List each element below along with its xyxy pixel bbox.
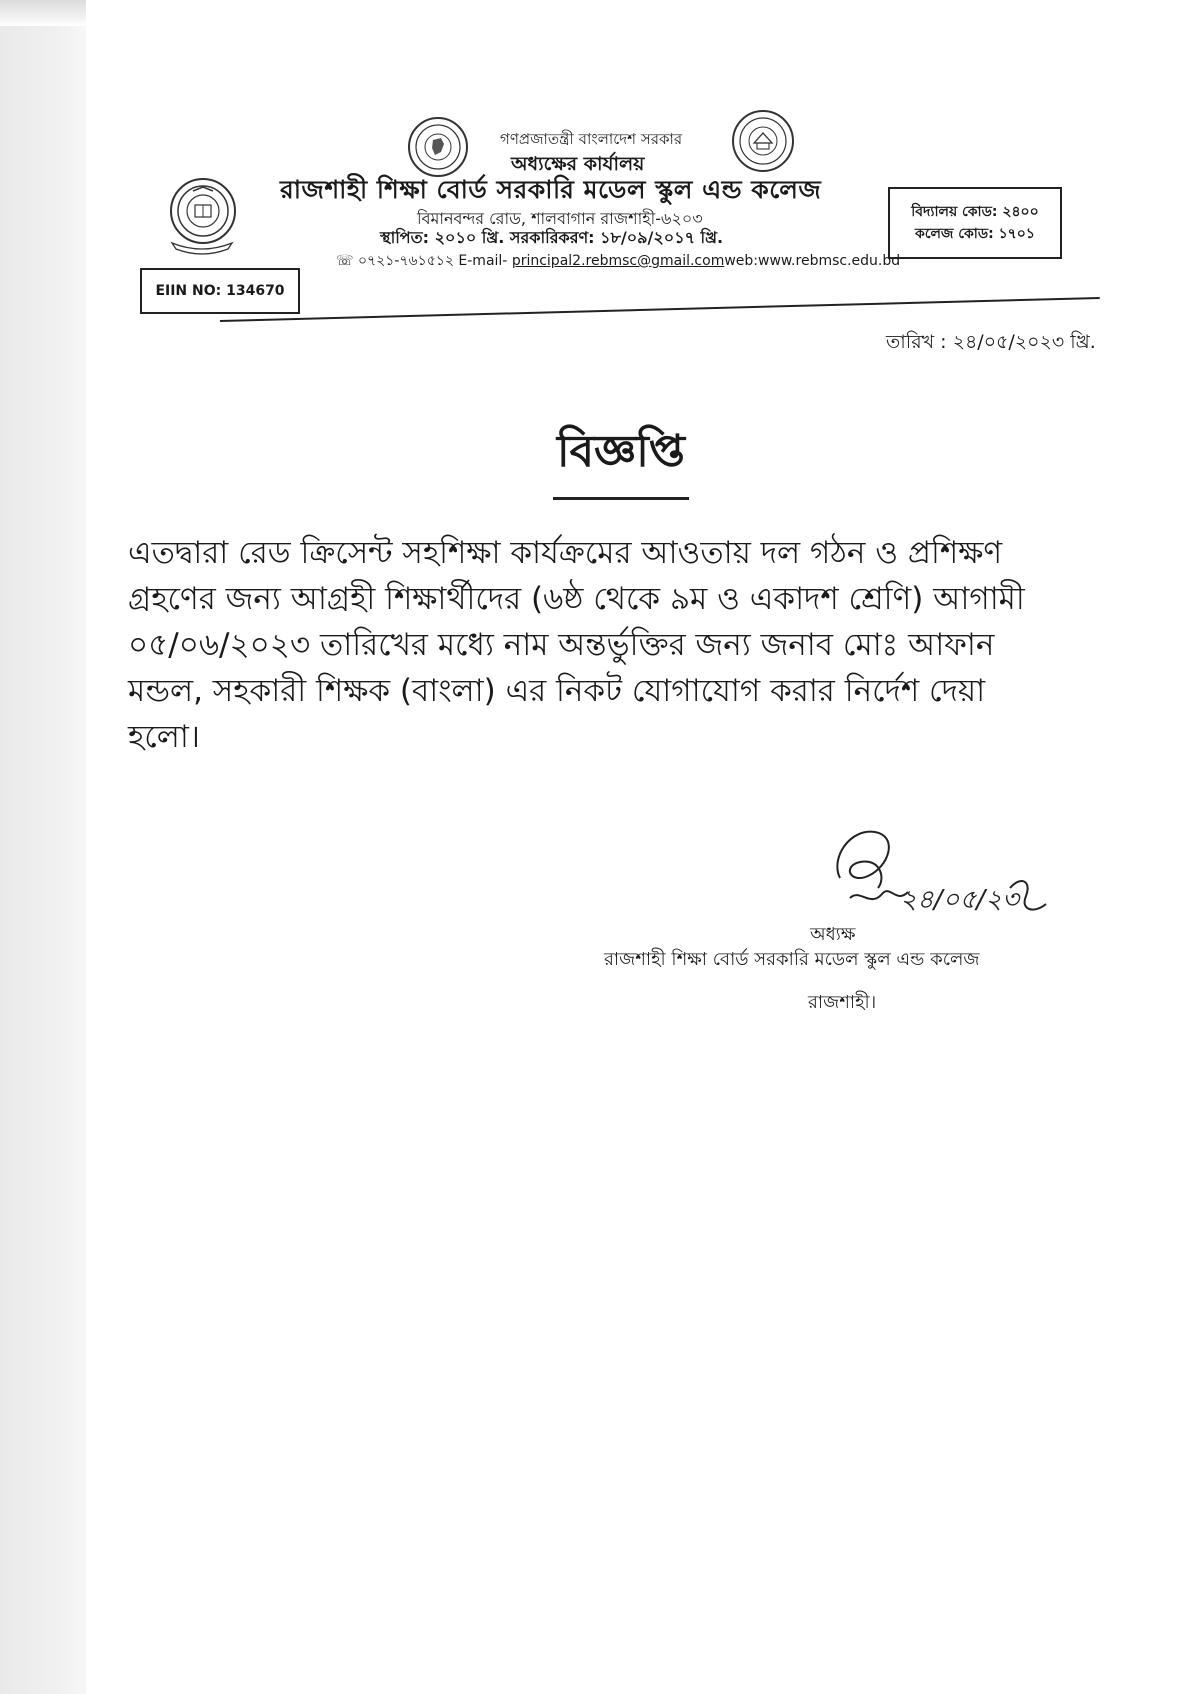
government-seal-icon (408, 117, 468, 177)
notice-line: এতদ্বারা রেড ক্রিসেন্ট সহশিক্ষা কার্যক্রমের আওতায় দল গঠন ও প্রশিক্ষণ (128, 535, 1003, 571)
scan-edge (0, 0, 86, 1694)
eiin-box (140, 268, 300, 314)
phone-text: ☏ ০৭২১-৭৬১৫১২ E-mail- (336, 253, 512, 269)
seal-ribbon-icon (170, 240, 234, 254)
notice-line: মন্ডল, সহকারী শিক্ষক (বাংলা) এর নিকট যোগাযোগ করার নির্দেশ দেয়া (128, 673, 986, 709)
establishment-info: স্থাপিত: ২০১০ খ্রি. সরকারিকরণ: ১৮/০৯/২০১৭ খ্রি. (380, 228, 724, 247)
signatory-city: রাজশাহী। (808, 992, 877, 1013)
signature-date: ২৪/০৫/২৩ (900, 885, 1019, 915)
handwritten-signature (820, 818, 1080, 942)
college-code: কলেজ কোড: ১৭০১ (915, 226, 1035, 242)
signatory-title: অধ্যক্ষ (810, 924, 856, 945)
school-address: বিমানবন্দর রোড, শালবাগান রাজশাহী-৬২০৩ (417, 209, 703, 228)
notice-title: বিজ্ঞপ্তি (553, 418, 689, 500)
notice-line: গ্রহণের জন্য আগ্রহী শিক্ষার্থীদের (৬ষ্ঠ থেকে ৯ম ও একাদশ শ্রেণি) আগামী (128, 581, 1025, 617)
education-board-seal-icon (732, 110, 794, 172)
contact-line (336, 249, 900, 273)
notice-date: তারিখ : ২৪/০৫/২০২৩ খ্রি. (886, 331, 1096, 353)
school-name: রাজশাহী শিক্ষা বোর্ড সরকারি মডেল স্কুল এন্ড কলেজ (280, 175, 822, 204)
institution-code-box (888, 187, 1062, 259)
office-name: অধ্যক্ষের কার্যালয় (511, 153, 645, 175)
government-name: গণপ্রজাতন্ত্রী বাংলাদেশ সরকার (500, 130, 683, 148)
notice-line: হলো। (128, 719, 200, 755)
school-seal-icon (170, 178, 236, 244)
notice-body (128, 530, 1090, 760)
school-code: বিদ্যালয় কোড: ২৪০০ (911, 204, 1039, 220)
header-divider (220, 297, 1100, 322)
website-link[interactable]: web:www.rebmsc.edu.bd (724, 253, 901, 269)
notice-line: ০৫/০৬/২০২৩ তারিখের মধ্যে নাম অন্তর্ভুক্তির জন্য জনাব মোঃ আফান (128, 627, 995, 663)
signatory-school: রাজশাহী শিক্ষা বোর্ড সরকারি মডেল স্কুল এন্ড কলেজ (604, 949, 980, 970)
document-page (86, 0, 1198, 1694)
eiin-number: EIIN NO: 134670 (155, 283, 285, 299)
email-link[interactable]: principal2.rebmsc@gmail.com (511, 253, 725, 269)
